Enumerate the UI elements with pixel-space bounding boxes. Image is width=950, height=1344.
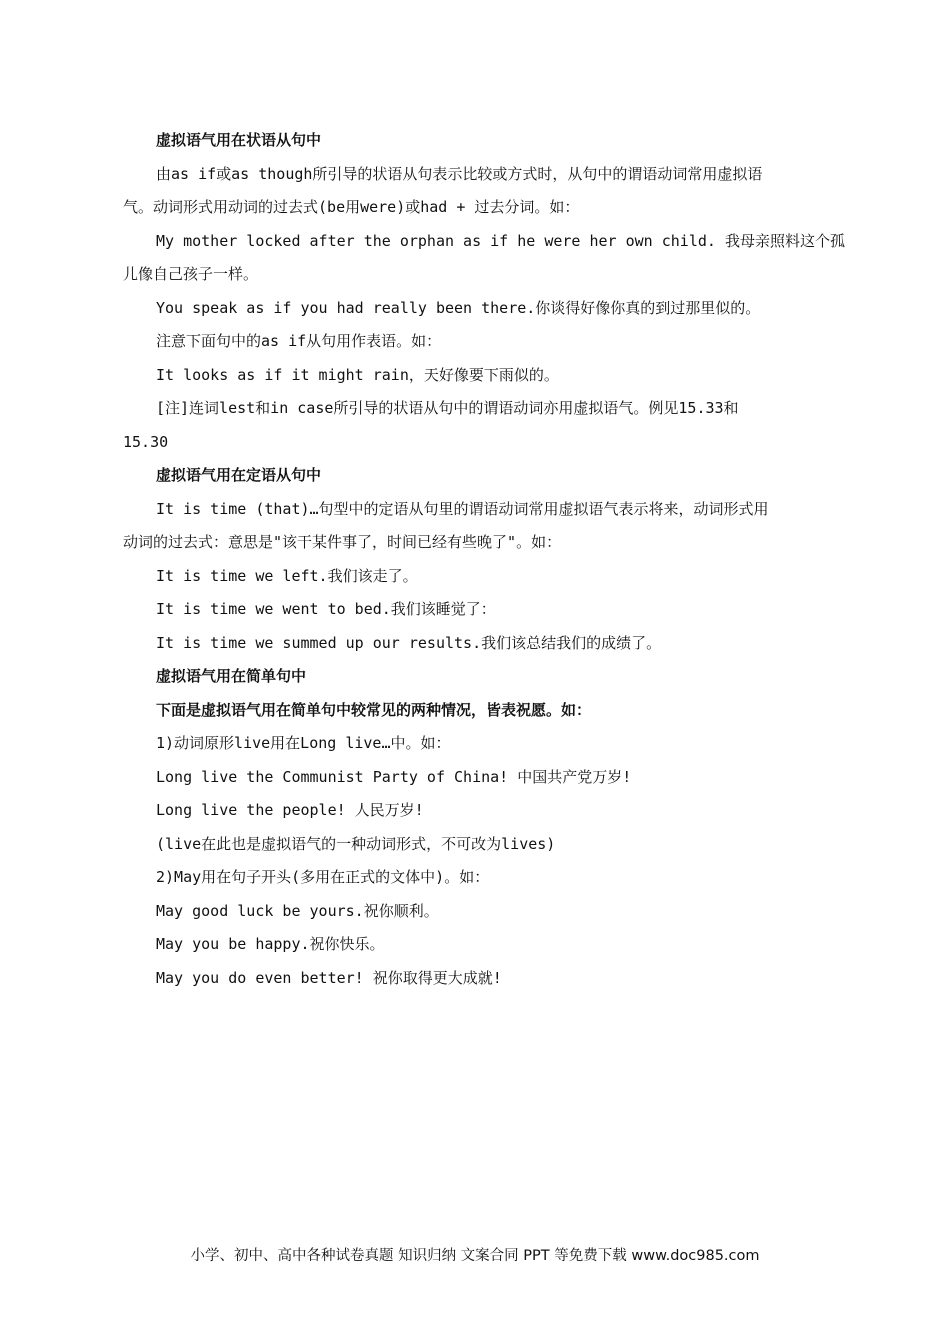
example-sentence: May good luck be yours.祝你顺利。 bbox=[156, 901, 439, 920]
section-heading: 虚拟语气用在状语从句中 bbox=[156, 131, 322, 149]
example-sentence: Long live the Communist Party of China! 中国共产党万岁! bbox=[156, 767, 632, 786]
example-sentence: It is time we went to bed.我们该睡觉了： bbox=[156, 600, 496, 618]
example-sentence: It is time we left.我们该走了。 bbox=[156, 566, 418, 585]
page-footer: 小学、初中、高中各种试卷真题 知识归纳 文案合同 PPT 等免费下载 www.doc985.com bbox=[190, 1248, 760, 1264]
section-heading: 虚拟语气用在简单句中 bbox=[156, 667, 307, 685]
note-line: [注]连词lest和in case所引导的状语从句中的谓语动词亦用虚拟语气。例见15.33和 bbox=[156, 399, 739, 417]
paragraph-line: 动词的过去式：意思是"该干某件事了，时间已经有些晚了"。如： bbox=[123, 533, 562, 551]
section-subheading: 下面是虚拟语气用在简单句中较常见的两种情况，皆表祝愿。如： bbox=[156, 700, 592, 719]
section-heading: 虚拟语气用在定语从句中 bbox=[156, 466, 322, 484]
paragraph-line: 由as if或as though所引导的状语从句表示比较或方式时，从句中的谓语动词常用虚拟语 bbox=[156, 164, 763, 183]
paragraph-line: It is time (that)…句型中的定语从句里的谓语动词常用虚拟语气表示将来，动词形式用 bbox=[156, 499, 769, 518]
paragraph-line: 1)动词原形live用在Long live…中。如： bbox=[156, 734, 451, 752]
example-sentence: It is time we summed up our results.我们该总结我们的成绩了。 bbox=[156, 633, 662, 652]
paragraph-line: 2)May用在句子开头(多用在正式的文体中)。如： bbox=[156, 868, 490, 886]
paragraph-line: 气。动词形式用动词的过去式(be用were)或had + 过去分词。如： bbox=[123, 198, 580, 216]
document-body bbox=[123, 124, 845, 995]
paragraph-line: 注意下面句中的as if从句用作表语。如： bbox=[156, 332, 442, 350]
note-line: 15.30 bbox=[123, 432, 169, 451]
example-sentence: My mother locked after the orphan as if he were her own child. 我母亲照料这个孤 bbox=[156, 231, 845, 250]
paragraph-line: (live在此也是虚拟语气的一种动词形式，不可改为lives) bbox=[156, 834, 556, 853]
paragraph-line: 儿像自己孩子一样。 bbox=[123, 265, 259, 283]
example-sentence: You speak as if you had really been there.你谈得好像你真的到过那里似的。 bbox=[156, 298, 761, 317]
example-sentence: May you do even better! 祝你取得更大成就! bbox=[156, 968, 502, 987]
example-sentence: It looks as if it might rain，天好像要下雨似的。 bbox=[156, 365, 559, 384]
example-sentence: Long live the people! 人民万岁! bbox=[156, 801, 424, 819]
example-sentence: May you be happy.祝你快乐。 bbox=[156, 935, 385, 953]
